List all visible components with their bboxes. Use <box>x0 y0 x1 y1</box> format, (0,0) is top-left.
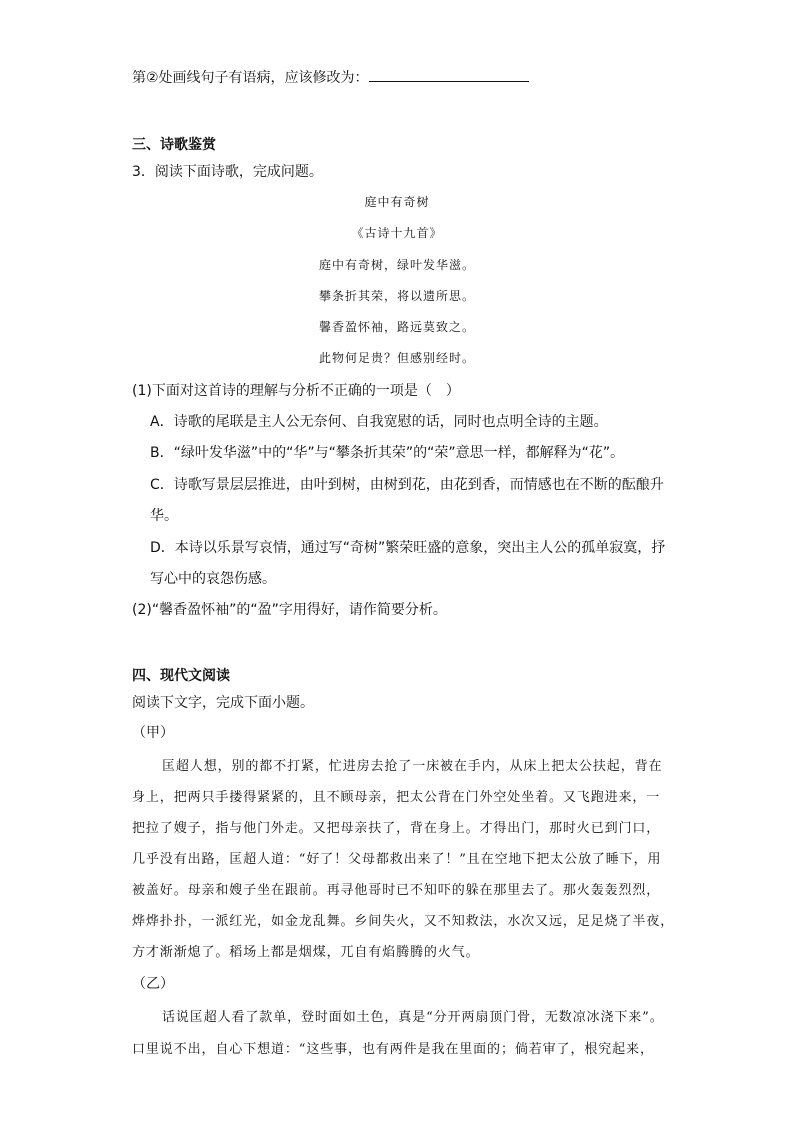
option-c-cont: 华。 <box>150 508 178 524</box>
option-b[interactable]: B．“绿叶发华滋”中的“华”与“攀条折其荣”的“荣”意思一样，都解释为“花”。 <box>150 445 625 461</box>
option-d[interactable]: D．本诗以乐景写哀情，通过写“奇树”繁荣旺盛的意象，突出主人公的孤单寂寞，抒 <box>150 540 666 556</box>
passage-jia-line: 匡超人想，别的都不打紧，忙进房去抢了一床被在手内，从床上把太公扶起，背在 <box>162 759 663 774</box>
option-c[interactable]: C．诗歌写景层层推进，由叶到树，由树到花，由花到香，而情感也在不断的酝酿升 <box>150 477 664 493</box>
option-a[interactable]: A．诗歌的尾联是主人公无奈何、自我宽慰的话，同时也点明全诗的主题。 <box>150 414 608 430</box>
poem-line: 馨香盈怀袖，路远莫致之。 <box>318 320 475 334</box>
passage-jia-line: 被盖好。母亲和嫂子坐在跟前。再寻他哥时已不知吓的躲在那里去了。那火轰轰烈烈， <box>132 883 661 898</box>
poem-line: 庭中有奇树，绿叶发华滋。 <box>318 258 475 272</box>
poem-title: 庭中有奇树 <box>364 195 430 209</box>
poem-source: 《古诗十九首》 <box>351 226 443 240</box>
question-1: (1)下面对这首诗的理解与分析不正确的一项是（ ） <box>132 383 460 399</box>
question-2: (2)“馨香盈怀袖”的“盈”字用得好，请作简要分析。 <box>132 602 447 618</box>
passage-jia-line: 方才渐渐熄了。稻场上都是烟煤，兀自有焰腾腾的火气。 <box>132 945 480 960</box>
passage-yi-label: （乙） <box>132 976 174 992</box>
passage-yi-line: 话说匡超人看了款单，登时面如土色，真是“分开两扇顶门骨，无数凉冰浇下来”。 <box>162 1010 664 1025</box>
section3-intro: 3．阅读下面诗歌，完成问题。 <box>132 164 323 180</box>
poem-line: 攀条折其荣，将以遗所思。 <box>318 289 475 303</box>
q2-rewrite-prompt <box>132 67 529 87</box>
passage-yi-line: 口里说不出，自心下想道：“这些事，也有两件是我在里面的；倘若审了，根究起来， <box>132 1042 654 1057</box>
poem-line: 此物何足贵？但感别经时。 <box>318 351 475 365</box>
answer-blank[interactable] <box>369 67 529 82</box>
section4-intro: 阅读下文字，完成下面小题。 <box>132 695 314 711</box>
option-d-cont: 写心中的哀怨伤感。 <box>150 571 276 587</box>
passage-jia-line: 烨烨扑扑，一派红光，如金龙乱舞。乡间失火，又不知救法，水次又远，足足烧了半夜， <box>132 914 675 929</box>
passage-jia-line: 把拉了嫂子，指与他门外走。又把母亲扶了，背在身上。才得出门，那时火已到门口， <box>132 821 661 836</box>
passage-jia-label: （甲） <box>132 725 174 741</box>
passage-jia-line: 身上，把两只手搂得紧紧的，且不顾母亲，把太公背在门外空处坐着。又飞跑进来，一 <box>132 790 661 805</box>
section3-title: 三、诗歌鉴赏 <box>132 137 216 153</box>
section4-title: 四、现代文阅读 <box>132 668 230 684</box>
passage-jia-line: 几乎没有出路，匡超人道：“好了！父母都救出来了！”且在空地下把太公放了睡下，用 <box>132 852 662 867</box>
q2-rewrite-text: 第②处画线句子有语病，应该修改为： <box>132 70 369 86</box>
